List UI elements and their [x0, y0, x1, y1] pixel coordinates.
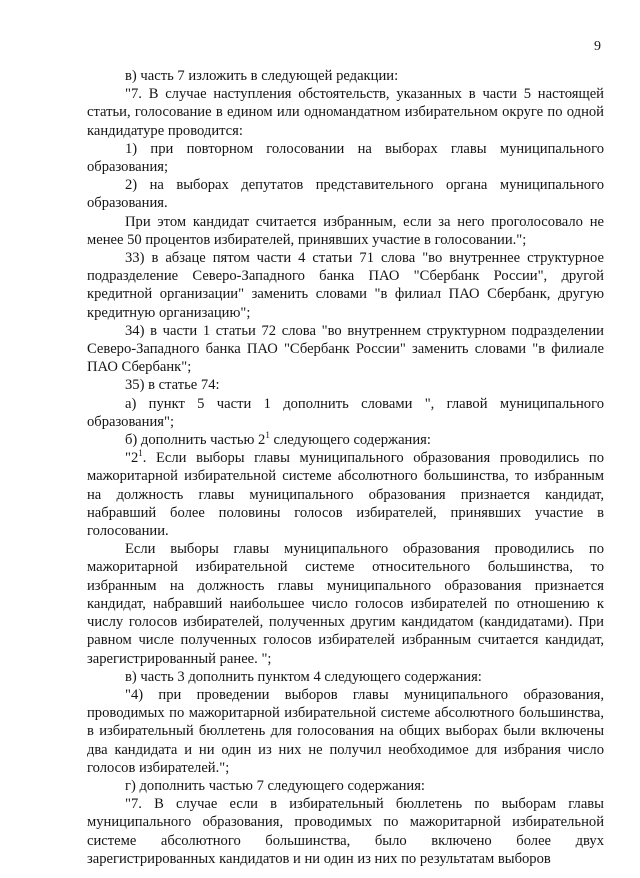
superscript: 1 — [265, 430, 270, 441]
paragraph — [87, 213, 604, 249]
paragraph — [87, 249, 604, 322]
paragraph — [87, 540, 604, 667]
paragraph-text: 34) в части 1 статьи 72 слова "во внутреннем структурном подразделении Северо-Западного банка ПАО "Сбербанк России" заменить словами "в филиале ПАО Сбербанк"; — [87, 322, 604, 376]
paragraph-text: Если выборы главы муниципального образования проводились по мажоритарной избирательной системе относительного большинства, то избранным на должность главы муниципального образования признается кандидат, набравший наибольшее число голосов избирателей по отношению к числу голосов избирателей, полученных другим кандидатом (кандидатами). При равном числе полученных голосов избирателей избранным считается кандидат, зарегистрированный ранее. "; — [87, 541, 604, 667]
paragraph-text: 33) в абзаце пятом части 4 статьи 71 слова "во внутреннее структурное подразделение Северо-Западного банка ПАО "Сбербанк России", другой кредитной организации" заменить словами "в филиал ПАО Сбербанк, другую кредитную организацию"; — [87, 250, 604, 321]
paragraph-text-continued: . Если выборы главы муниципального образования проводились по мажоритарной избирательной системе абсолютного большинства, то избранным на должность главы муниципального образования признается кандидат, набравший более половины голосов избирателей, принявших участие в голосовании. — [87, 450, 604, 540]
paragraph — [87, 777, 604, 795]
superscript: 1 — [138, 448, 143, 459]
paragraph — [87, 176, 604, 212]
paragraph — [87, 376, 604, 394]
paragraph — [87, 395, 604, 431]
paragraph — [87, 686, 604, 777]
paragraph-text: При этом кандидат считается избранным, если за него проголосовало не менее 50 процентов избирателей, принявших участие в голосовании."; — [87, 213, 604, 248]
paragraph — [87, 140, 604, 176]
paragraph-text: 2) на выборах депутатов представительного органа муниципального образования. — [87, 177, 604, 212]
page-number: 9 — [594, 39, 601, 54]
paragraph — [87, 449, 604, 540]
paragraph-text: "7. В случае наступления обстоятельств, указанных в части 5 настоящей статьи, голосование в едином или одномандатном избирательном округе по одной кандидатуре проводится: — [87, 86, 604, 139]
paragraph — [87, 322, 604, 377]
paragraph — [87, 431, 604, 449]
paragraph-text: "2 — [125, 450, 139, 467]
paragraph-text: г) дополнить частью 7 следующего содержания: — [125, 777, 425, 794]
paragraph-text: 35) в статье 74: — [125, 377, 220, 394]
paragraph — [87, 795, 604, 868]
paragraph — [87, 85, 604, 140]
paragraph-text-continued: следующего содержания: — [269, 432, 431, 449]
paragraph-text: а) пункт 5 части 1 дополнить словами ", главой муниципального образования"; — [87, 395, 604, 430]
paragraph — [87, 67, 604, 85]
paragraph-text: в) часть 7 изложить в следующей редакции: — [125, 68, 399, 84]
paragraph-text: "7. В случае если в избирательный бюллетень по выборам главы муниципального образования, проводимых по мажоритарной избирательной системе абсолютного большинства, было включено более двух зарегистрированных кандидатов и ни один из них по результатам выборов — [87, 796, 604, 867]
paragraph-text: "4) при проведении выборов главы муниципального образования, проводимых по мажоритарной избирательной системе абсолютного большинства, в избирательный бюллетень для голосования на общих выборах были включены два кандидата и ни один из них не получил необходимое для избрания число голосов избирателей."; — [87, 686, 604, 776]
document-body — [87, 67, 604, 868]
paragraph-text: в) часть 3 дополнить пунктом 4 следующего содержания: — [125, 668, 482, 685]
paragraph — [87, 668, 604, 686]
paragraph-text: 1) при повторном голосовании на выборах главы муниципального образования; — [87, 140, 604, 176]
paragraph-text: б) дополнить частью 2 — [125, 432, 266, 449]
